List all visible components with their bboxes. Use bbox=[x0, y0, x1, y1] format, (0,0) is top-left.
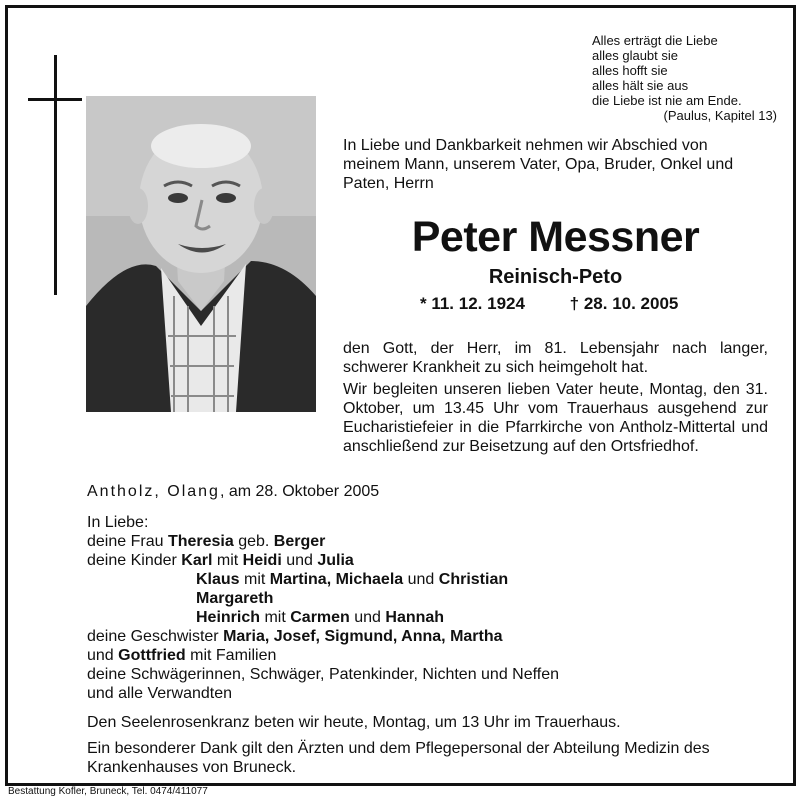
quote-line: alles hofft sie bbox=[592, 63, 668, 78]
grandchild-name: Christian bbox=[438, 571, 509, 588]
mourner-inlaws: deine Schwägerinnen, Schwäger, Patenkinder, Nichten und Neffen bbox=[87, 666, 560, 683]
mourner-wife bbox=[87, 532, 777, 551]
und-text: und bbox=[281, 552, 318, 569]
wife-geb: geb. bbox=[233, 533, 274, 550]
siblings-names: Maria, Josef, Sigmund, Anna, Martha bbox=[223, 628, 503, 645]
life-dates bbox=[420, 293, 720, 315]
wife-maiden-name: Berger bbox=[273, 533, 326, 550]
portrait-illustration bbox=[86, 96, 316, 412]
wife-prefix: deine Frau bbox=[87, 533, 168, 550]
siblings2-suffix: mit Familien bbox=[185, 647, 277, 664]
death-date: † 28. 10. 2005 bbox=[569, 294, 679, 313]
mourners-header: In Liebe: bbox=[87, 514, 149, 531]
mit-text: mit bbox=[260, 609, 291, 626]
funeral-home-footer: Bestattung Kofler, Bruneck, Tel. 0474/411077 bbox=[8, 786, 208, 797]
children-prefix: deine Kinder bbox=[87, 552, 182, 569]
grandchild-name: Julia bbox=[317, 552, 354, 569]
siblings-prefix: deine Geschwister bbox=[87, 628, 224, 645]
mourner-siblings bbox=[87, 627, 777, 646]
child-partner: Heidi bbox=[242, 552, 282, 569]
cross-icon-vertical bbox=[54, 55, 57, 295]
mourners-list bbox=[87, 513, 777, 703]
child-name: Heinrich bbox=[196, 609, 261, 626]
child-name: Margareth bbox=[196, 590, 274, 607]
mourner-child-row bbox=[87, 570, 777, 589]
mit-text: mit bbox=[212, 552, 243, 569]
intro-text: In Liebe und Dankbarkeit nehmen wir Abschied von meinem Mann, unserem Vater, Opa, Bruder, Onkel und Paten, Herrn bbox=[343, 137, 734, 192]
mourner-child-row bbox=[87, 589, 777, 608]
mit-text: mit bbox=[239, 571, 270, 588]
quote-line: alles glaubt sie bbox=[592, 48, 678, 63]
deceased-nickname: Reinisch-Peto bbox=[488, 266, 623, 288]
mourner-child-row bbox=[87, 551, 777, 570]
birth-date: * 11. 12. 1924 bbox=[420, 294, 525, 313]
deceased-name: Peter Messner bbox=[411, 213, 700, 261]
portrait-photo bbox=[86, 96, 316, 412]
mourner-child-row bbox=[87, 608, 777, 627]
death-notice-text: den Gott, der Herr, im 81. Lebensjahr nach langer, schwerer Krankheit zu sich heimgeholt hat. bbox=[343, 340, 768, 376]
mourner-siblings-2 bbox=[87, 646, 777, 665]
grandchild-name: Hannah bbox=[385, 609, 445, 626]
child-name: Klaus bbox=[196, 571, 240, 588]
place-date: , am 28. Oktober 2005 bbox=[219, 483, 380, 500]
child-partner: Martina, Michaela bbox=[269, 571, 404, 588]
child-name: Karl bbox=[181, 552, 213, 569]
thanks-notice: Ein besonderer Dank gilt den Ärzten und dem Pflegepersonal der Abteilung Medizin des Krankenhauses von Bruneck. bbox=[87, 740, 710, 776]
rosary-notice: Den Seelenrosenkranz beten wir heute, Montag, um 13 Uhr im Trauerhaus. bbox=[87, 714, 621, 731]
und-text: und bbox=[403, 571, 439, 588]
quote-line: die Liebe ist nie am Ende. bbox=[592, 93, 742, 108]
quote-line: Alles erträgt die Liebe bbox=[592, 33, 718, 48]
siblings2-name: Gottfried bbox=[118, 647, 186, 664]
funeral-details-text: Wir begleiten unseren lieben Vater heute, Montag, den 31. Oktober, um 13.45 Uhr vom Trauerhaus ausgehend zur Eucharistiefeier in die Pfarrkirche von Antholz-Mittertal und anschließend zur Beisetzung auf den Ortsfriedhof. bbox=[343, 381, 768, 455]
place-and-date bbox=[87, 482, 379, 502]
siblings2-prefix: und bbox=[87, 647, 119, 664]
und-text: und bbox=[349, 609, 386, 626]
bible-quote bbox=[592, 33, 777, 123]
mourner-relatives: und alle Verwandten bbox=[87, 685, 232, 702]
quote-line: alles hält sie aus bbox=[592, 78, 689, 93]
wife-name: Theresia bbox=[167, 533, 234, 550]
child-partner: Carmen bbox=[290, 609, 350, 626]
quote-source: (Paulus, Kapitel 13) bbox=[663, 108, 777, 123]
place-town: Antholz, Olang bbox=[87, 483, 220, 500]
cross-icon-horizontal bbox=[28, 98, 82, 101]
